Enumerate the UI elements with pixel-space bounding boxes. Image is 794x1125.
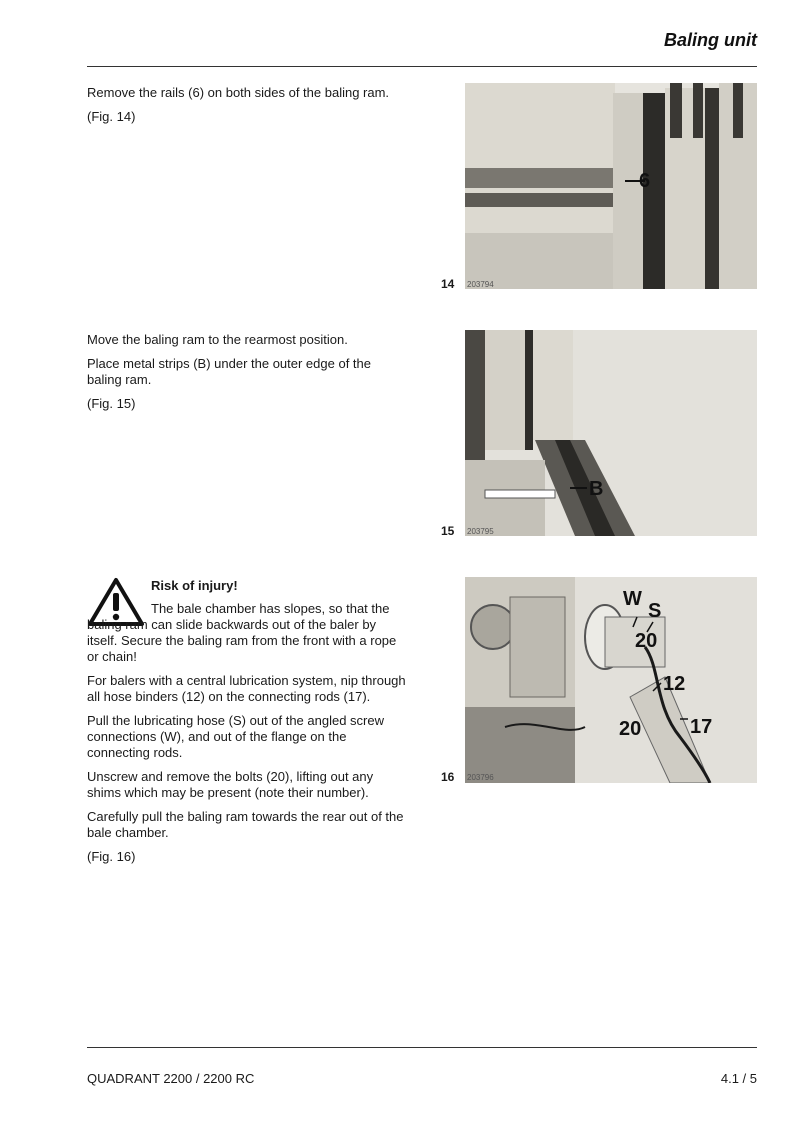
figure-code: 203796 — [467, 773, 494, 782]
paragraph: (Fig. 14) — [87, 109, 136, 124]
paragraph: Remove the rails (6) on both sides of the baling ram. — [87, 85, 390, 100]
figure-number: 14 — [441, 277, 455, 291]
figure-code: 203794 — [467, 280, 494, 289]
paragraph: Move the baling ram to the rearmost position. — [87, 332, 348, 347]
text-block-1 — [87, 85, 407, 133]
warning-text: The bale chamber has slopes, so that the baling ram can slide backwards out of the baler by itself. Secure the baling ram from the front with a rope or chain! — [87, 601, 397, 664]
callout-6: 6 — [639, 170, 651, 192]
callout-17: 17 — [690, 716, 713, 738]
callout-w: W — [623, 588, 642, 610]
paragraph: Carefully pull the baling ram towards the rear out of the bale chamber. — [87, 809, 404, 840]
footer-divider — [87, 1047, 757, 1048]
figure-number: 16 — [441, 770, 455, 784]
warning-box — [151, 578, 407, 601]
header-divider — [87, 66, 757, 67]
footer-model: QUADRANT 2200 / 2200 RC — [87, 1071, 255, 1086]
callout-s: S — [648, 600, 662, 622]
warning-text-block — [87, 601, 407, 873]
paragraph: (Fig. 16) — [87, 849, 136, 864]
paragraph: Pull the lubricating hose (S) out of the angled screw connections (W), and out of the flange on the connecting rods. — [87, 713, 385, 760]
callout-20-top: 20 — [635, 630, 658, 652]
figure-code: 203795 — [467, 527, 494, 536]
callout-20-bottom: 20 — [619, 718, 642, 740]
figure-14-photo — [465, 83, 757, 289]
paragraph: For balers with a central lubrication system, nip through all hose binders (12) on the connecting rods (17). — [87, 673, 406, 704]
callout-b: B — [589, 478, 604, 500]
callout-12: 12 — [663, 673, 686, 695]
paragraph: (Fig. 15) — [87, 396, 136, 411]
figure-16-photo — [465, 577, 757, 783]
paragraph: Unscrew and remove the bolts (20), lifting out any shims which may be present (note their number). — [87, 769, 374, 800]
text-block-2 — [87, 332, 407, 420]
figure-number: 15 — [441, 524, 455, 538]
warning-title: Risk of injury! — [151, 578, 238, 593]
section-title: Baling unit — [664, 30, 757, 50]
page-number: 4.1 / 5 — [720, 1071, 757, 1086]
figure-15-photo — [465, 330, 757, 536]
paragraph: Place metal strips (B) under the outer edge of the baling ram. — [87, 356, 371, 387]
